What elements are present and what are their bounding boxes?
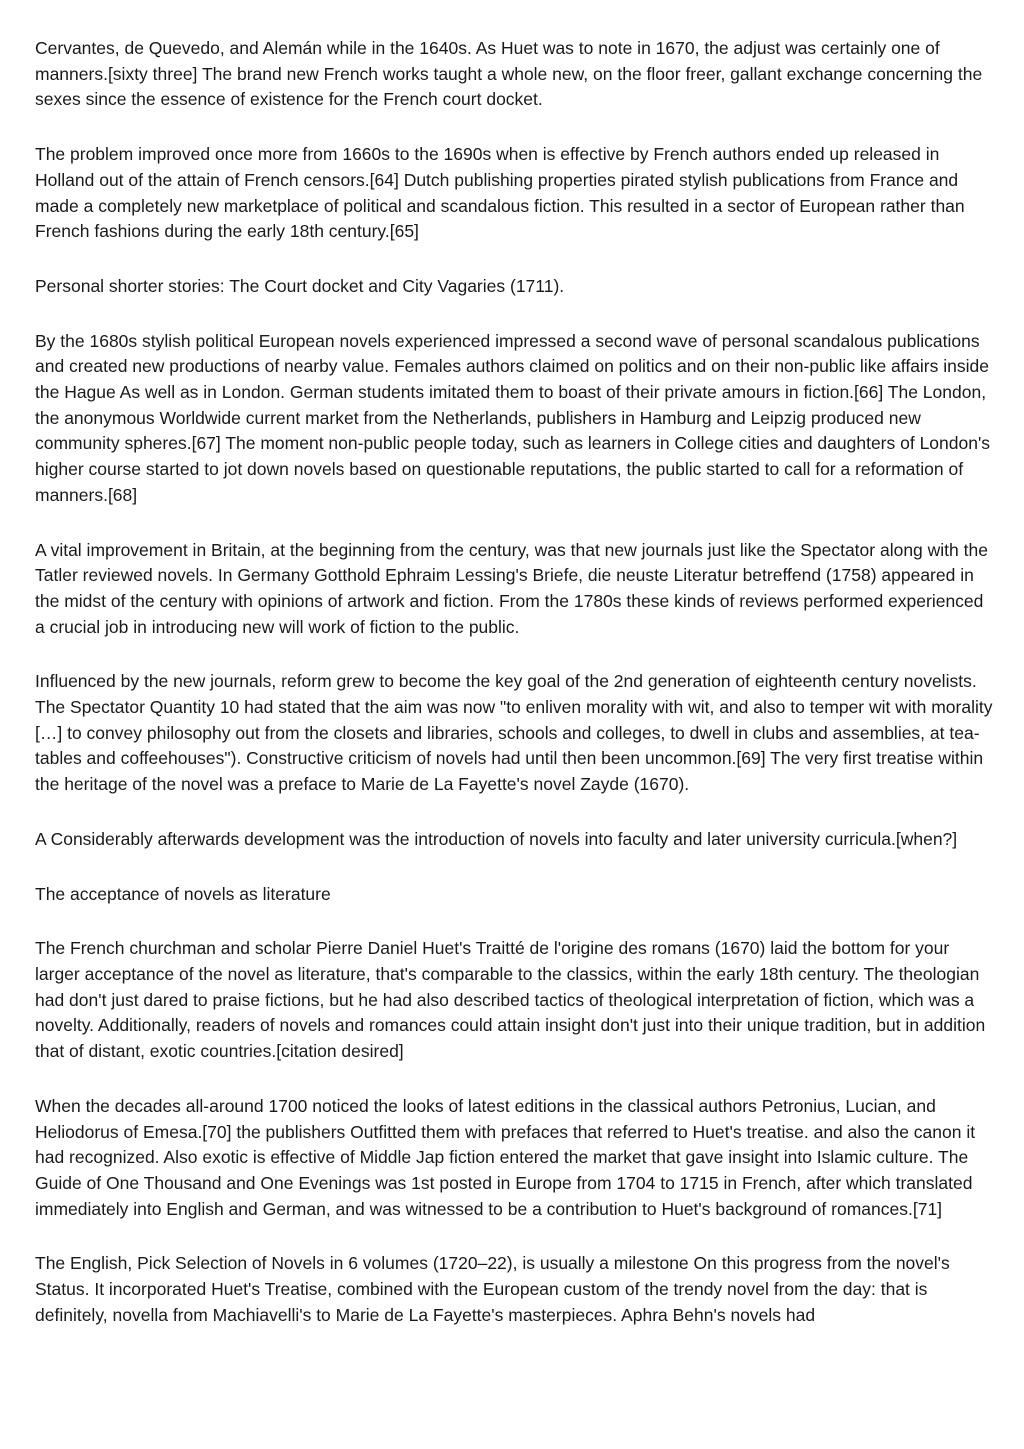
document-page	[35, 36, 995, 1357]
paragraph: Influenced by the new journals, reform grew to become the key goal of the 2nd generation of eighteenth century novelists. The Spectator Quantity 10 had stated that the aim was now "to enliven morality with wit, and also to temper wit with morality […] to convey philosophy out from the closets and libraries, schools and colleges, to dwell in clubs and assemblies, at tea-tables and coffeehouses"). Constructive criticism of novels had until then been uncommon.[69] The very first treatise within the heritage of the novel was a preface to Marie de La Fayette's novel Zayde (1670).	[35, 671, 993, 795]
paragraph: The French churchman and scholar Pierre Daniel Huet's Traitté de l'origine des romans (1670) laid the bottom for your larger acceptance of the novel as literature, that's comparable to the classics, within the early 18th century. The theologian had don't just dared to praise fictions, but he had also described tactics of theological interpretation of fiction, which was a novelty. Additionally, readers of novels and romances could attain insight don't just into their unique tradition, but in addition that of distant, exotic countries.[citation desired]	[35, 938, 986, 1062]
paragraph: A Considerably afterwards development was the introduction of novels into faculty and later university curricula.[when?]	[35, 828, 958, 849]
paragraph: The problem improved once more from 1660s to the 1690s when is effective by French authors ended up released in Holland out of the attain of French censors.[64] Dutch publishing properties pirated stylish publications from France and made a completely new marketplace of political and scandalous fiction. This resulted in a sector of European rather than French fashions during the early 18th century.[65]	[35, 144, 965, 242]
paragraph: By the 1680s stylish political European novels experienced impressed a second wave of personal scandalous publications and created new productions of nearby value. Females authors claimed on politics and on their non-public like affairs inside the Hague As well as in London. German students imitated them to boast of their private amours in fiction.[66] The London, the anonymous Worldwide current market from the Netherlands, publishers in Hamburg and Leipzig produced new community spheres.[67] The moment non-public people today, such as learners in College cities and daughters of London's higher course started to jot down novels based on questionable reputations, the public started to call for a reformation of manners.[68]	[35, 330, 991, 505]
paragraph: The English, Pick Selection of Novels in 6 volumes (1720–22), is usually a milestone On this progress from the novel's Status. It incorporated Huet's Treatise, combined with the European custom of the trendy novel from the day: that is definitely, novella from Machiavelli's to Marie de La Fayette's masterpieces. Aphra Behn's novels had	[35, 1253, 950, 1325]
paragraph: When the decades all-around 1700 noticed the looks of latest editions in the classical authors Petronius, Lucian, and Heliodorus of Emesa.[70] the publishers Outfitted them with prefaces that referred to Huet's treatise. and also the canon it had recognized. Also exotic is effective of Middle Jap fiction entered the market that gave insight into Islamic culture. The Guide of One Thousand and One Evenings was 1st posted in Europe from 1704 to 1715 in French, after which translated immediately into English and German, and was witnessed to be a contribution to Huet's background of romances.[71]	[35, 1095, 976, 1219]
paragraph: A vital improvement in Britain, at the beginning from the century, was that new journals just like the Spectator along with the Tatler reviewed novels. In Germany Gotthold Ephraim Lessing's Briefe, die neuste Literatur betreffend (1758) appeared in the midst of the century with opinions of artwork and fiction. From the 1780s these kinds of reviews performed experienced a crucial job in introducing new will work of fiction to the public.	[35, 539, 988, 637]
paragraph: Personal shorter stories: The Court docket and City Vagaries (1711).	[35, 275, 565, 296]
paragraph: Cervantes, de Quevedo, and Alemán while in the 1640s. As Huet was to note in 1670, the adjust was certainly one of manners.[sixty three] The brand new French works taught a whole new, on the floor freer, gallant exchange concerning the sexes since the essence of existence for the French court docket.	[35, 38, 983, 110]
section-heading: The acceptance of novels as literature	[35, 883, 331, 904]
